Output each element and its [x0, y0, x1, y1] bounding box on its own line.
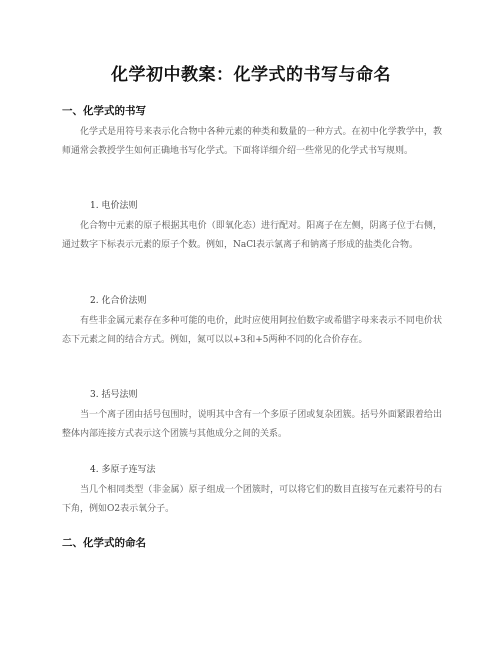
- rule-title-4: 4. 多原子连写法: [90, 465, 156, 475]
- rule-body-2: 有些非金属元素存在多种可能的电价，此时应使用阿拉伯数字或希腊字母来表示不同电价状态下元素之间的结合方式。例如，氮可以以+3和+5两种不同的化合价存在。: [62, 316, 442, 345]
- section-heading-naming: 二、化学式的命名: [62, 537, 146, 549]
- rule-body-3: 当一个离子团由括号包围时，说明其中含有一个多原子团或复杂团簇。括号外面紧跟着给出整体内部连接方式表示这个团簇与其他成分之间的关系。: [62, 410, 442, 439]
- page-title: 化学初中教案：化学式的书写与命名: [111, 65, 391, 85]
- rule-body-4: 当几个相同类型（非金属）原子组成一个团簇时，可以将它们的数目直接写在元素符号的右下角，例如O2表示氧分子。: [62, 485, 442, 514]
- rule-title-3: 3. 括号法则: [90, 390, 138, 400]
- section-heading-writing: 一、化学式的书写: [62, 105, 146, 117]
- rule-title-1: 1. 电价法则: [90, 201, 138, 211]
- rule-title-2: 2. 化合价法则: [90, 296, 147, 306]
- intro-paragraph: 化学式是用符号来表示化合物中各种元素的种类和数量的一种方式。在初中化学教学中，教师通常会教授学生如何正确地书写化学式。下面将详细介绍一些常见的化学式书写规则。: [62, 127, 442, 156]
- rule-body-1: 化合物中元素的原子根据其电价（即氧化态）进行配对。阳离子在左侧，阴离子位于右侧，通过数字下标表示元素的原子个数。例如，NaCl表示氯离子和钠离子形成的盐类化合物。: [62, 221, 442, 250]
